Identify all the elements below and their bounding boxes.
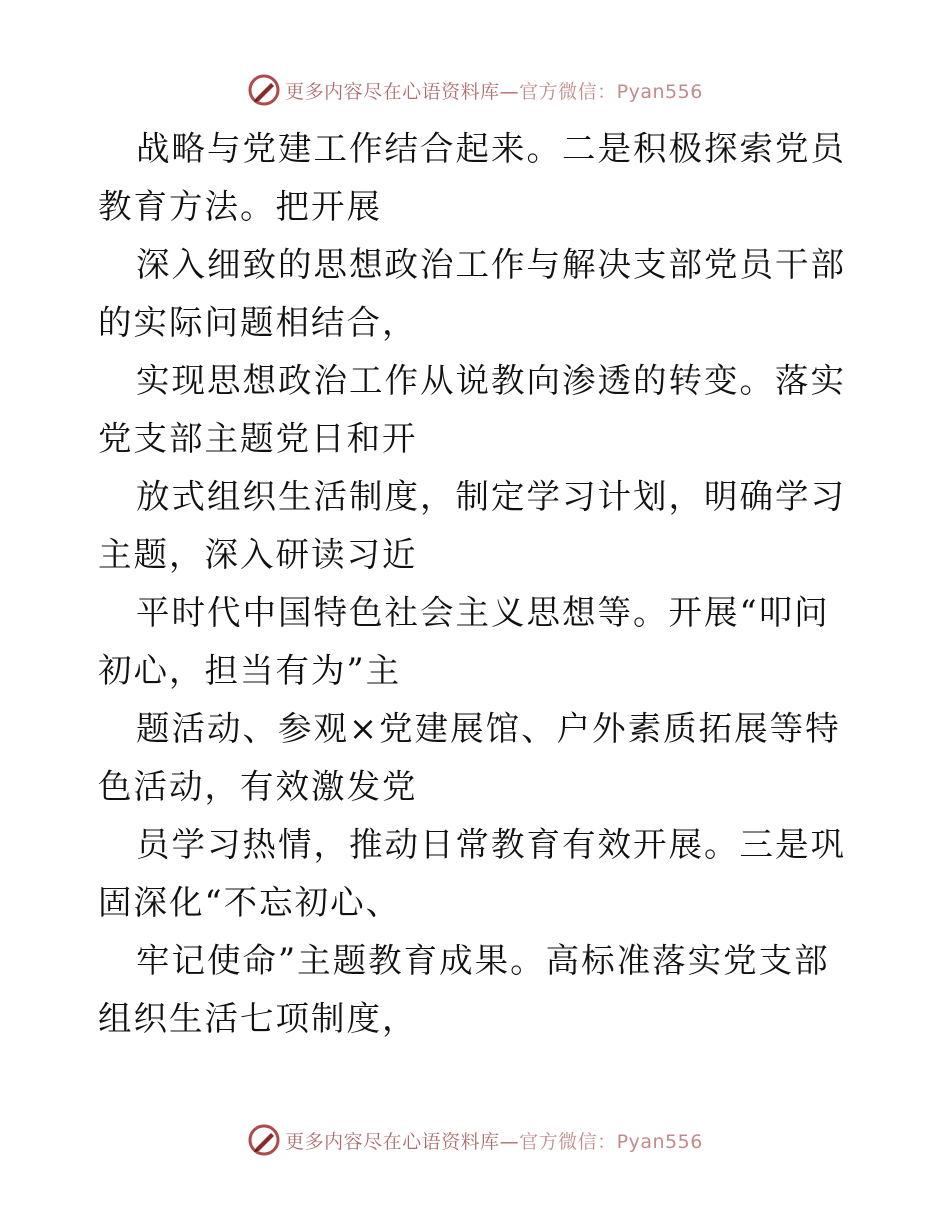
footer-watermark [0, 1118, 950, 1162]
pen-logo-icon [247, 1123, 281, 1157]
pen-logo-icon [247, 73, 281, 107]
header-watermark [0, 68, 950, 112]
watermark-text [285, 77, 703, 104]
paragraph: 实现思想政治工作从说教向渗透的转变。落实党支部主题党日和开 [98, 361, 846, 458]
paragraph: 员学习热情，推动日常教育有效开展。三是巩固深化“不忘初心、 [98, 825, 846, 922]
watermark-text [285, 1127, 703, 1154]
paragraph: 深入细致的思想政治工作与解决支部党员干部的实际问题相结合， [98, 245, 846, 342]
watermark-wechat-text: 官方微信：Pyan556 [519, 80, 703, 103]
paragraph: 放式组织生活制度，制定学习计划，明确学习主题，深入研读习近 [98, 477, 846, 574]
paragraph: 牢记使命”主题教育成果。高标准落实党支部组织生活七项制度， [98, 941, 830, 1038]
watermark-site-text: 更多内容尽在心语资料库— [285, 1130, 520, 1153]
document-body [98, 120, 854, 1048]
watermark-wechat-text: 官方微信：Pyan556 [519, 1130, 703, 1153]
paragraph: 题活动、参观×党建展馆、户外素质拓展等特色活动，有效激发党 [98, 709, 841, 806]
paragraph: 平时代中国特色社会主义思想等。开展“叩问初心，担当有为”主 [98, 593, 830, 690]
watermark-site-text: 更多内容尽在心语资料库— [285, 80, 520, 103]
paragraph: 战略与党建工作结合起来。二是积极探索党员教育方法。把开展 [98, 129, 846, 226]
